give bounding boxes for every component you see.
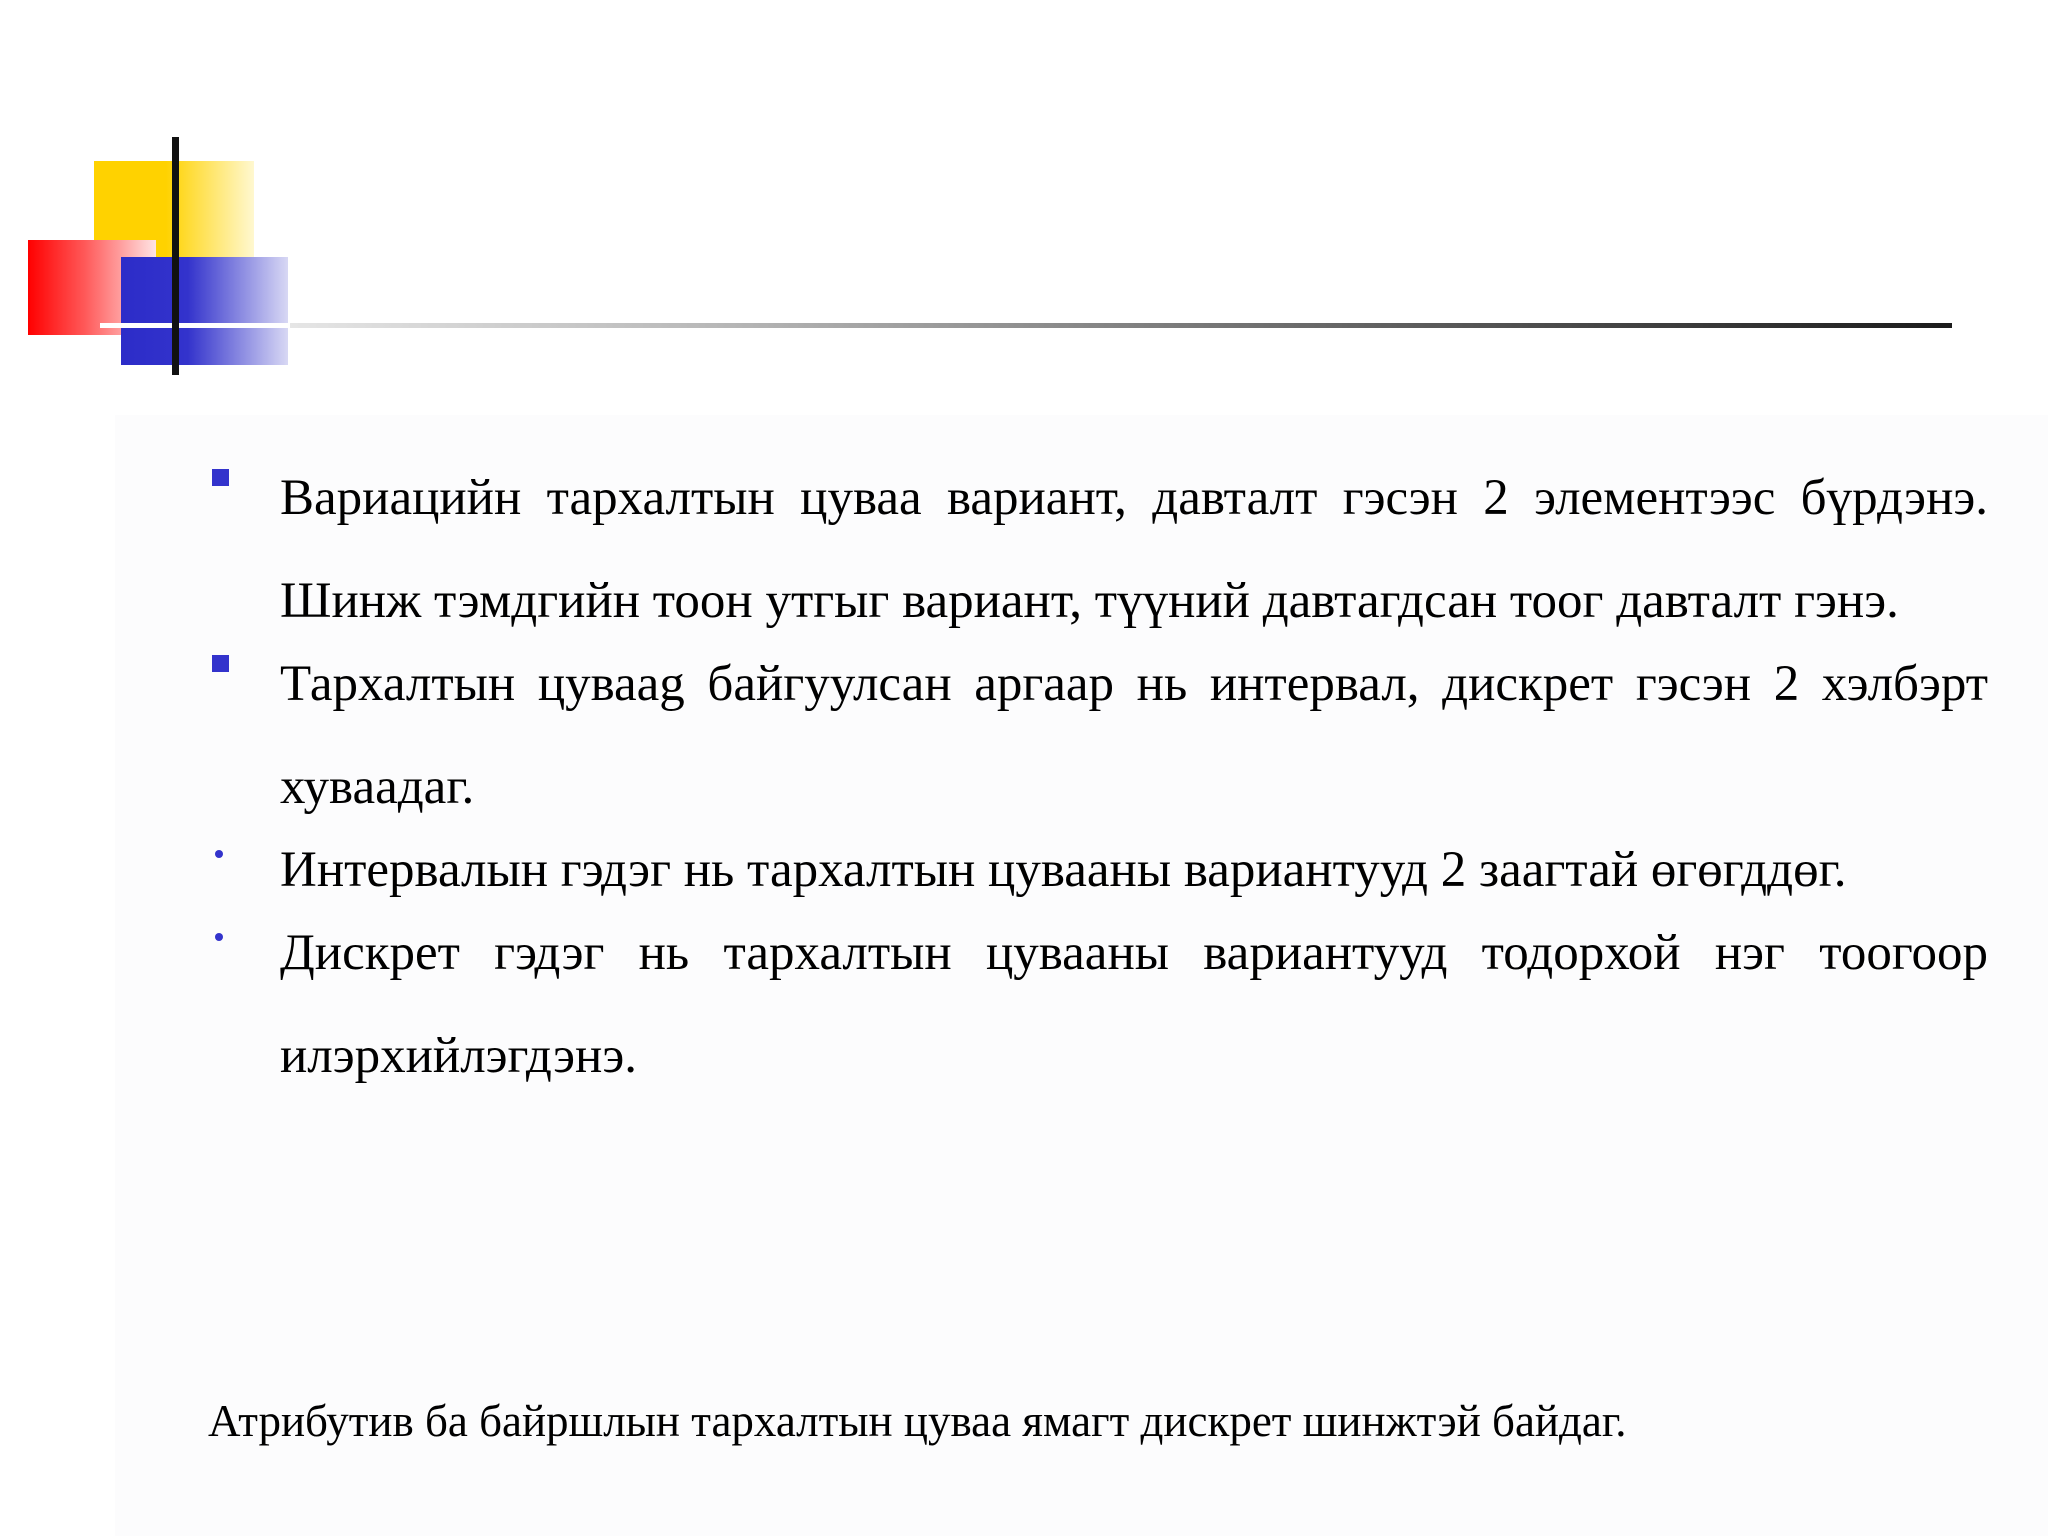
vertical-line-decoration: [172, 137, 179, 375]
divider-highlight-decoration: [100, 323, 290, 328]
blue-rectangle-decoration: [121, 257, 288, 365]
dot-bullet-icon: [215, 933, 223, 941]
bullet-item: [208, 902, 1988, 1108]
bullet-text: Дискрет гэдэг нь тархалтын цувааны вариантууд тодорхой нэг тоогоор илэрхийлэгдэнэ.: [280, 925, 1988, 1084]
bullet-text: Вариацийн тархалтын цуваа вариант, давталт гэсэн 2 элементээс бүрдэнэ. Шинж тэмдгийн тоон утгыг вариант, түүний давтагдсан тоог давталт гэнэ.: [280, 470, 1988, 629]
title-divider-line: [100, 323, 1952, 328]
bullet-item: [208, 447, 1988, 653]
bullet-list: [208, 467, 1988, 1108]
bullet-item: [208, 633, 1988, 839]
bullet-text: Тархалтын цуваag байгуулсан аргаар нь интервал, дискрет гэсэн 2 хэлбэрт хуваадаг.: [280, 656, 1988, 815]
square-bullet-icon: [212, 655, 229, 672]
square-bullet-icon: [212, 469, 229, 486]
footer-note: Атрибутив ба байршлын тархалтын цуваа ямагт дискрет шинжтэй байдаг.: [208, 1396, 1627, 1446]
dot-bullet-icon: [215, 850, 223, 858]
bullet-text: Интервалын гэдэг нь тархалтын цувааны вариантууд 2 заагтай өгөгддөг.: [280, 842, 1847, 898]
